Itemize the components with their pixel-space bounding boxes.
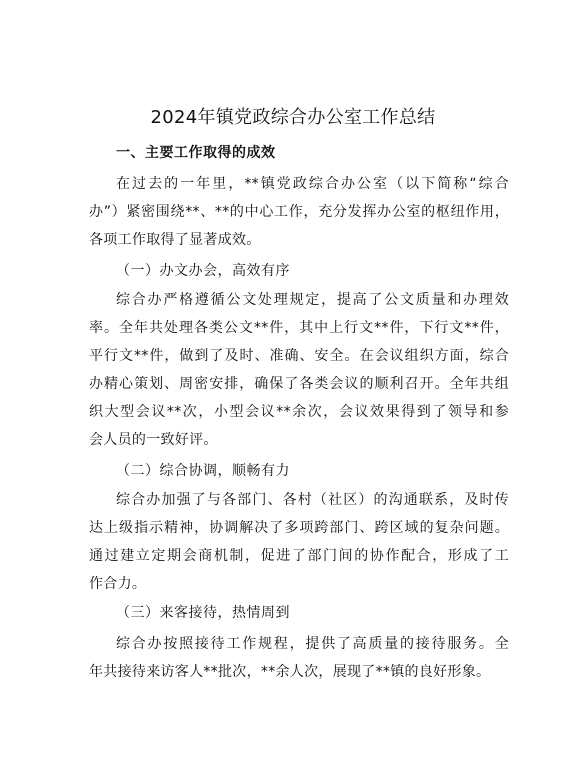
paragraph-line: 率。全年共处理各类公文**件，其中上行文**件，下行文**件， <box>89 320 509 336</box>
intro-paragraph <box>89 170 509 254</box>
document-title: 2024年镇党政综合办公室工作总结 <box>150 107 436 128</box>
subheading-coordination: （二）综合协调，顺畅有力 <box>116 463 290 479</box>
subheading-document-meetings: （一）办文办会，高效有序 <box>116 263 290 279</box>
paragraph-line: 年共接待来访客人**批次，**余人次，展现了**镇的良好形象。 <box>89 664 491 680</box>
paragraph-line: 织大型会议**次，小型会议**余次，会议效果得到了领导和参 <box>89 404 509 420</box>
paragraph-line: 通过建立定期会商机制，促进了部门间的协作配合，形成了工 <box>89 548 509 564</box>
paragraph-line: 综合办按照接待工作规程，提供了高质量的接待服务。全 <box>116 636 509 652</box>
paragraph-reception <box>89 630 509 686</box>
paragraph-line: 办精心策划、周密安排，确保了各类会议的顺利召开。全年共组 <box>89 376 509 392</box>
paragraph-line: 办”）紧密围绕**、**的中心工作，充分发挥办公室的枢纽作用， <box>89 204 509 220</box>
paragraph-line: 会人员的一致好评。 <box>89 432 218 448</box>
paragraph-line: 综合办严格遵循公文处理规定，提高了公文质量和办理效 <box>116 292 509 308</box>
paragraph-line: 各项工作取得了显著成效。 <box>89 232 261 248</box>
paragraph-line: 达上级指示精神，协调解决了多项跨部门、跨区域的复杂问题。 <box>89 520 509 536</box>
subheading-reception: （三）来客接待，热情周到 <box>116 605 290 621</box>
paragraph-line: 平行文**件，做到了及时、准确、安全。在会议组织方面，综合 <box>89 348 509 364</box>
paragraph-document-meetings <box>89 286 509 454</box>
section-heading-achievements: 一、主要工作取得的成效 <box>116 145 276 161</box>
paragraph-line: 综合办加强了与各部门、各村（社区）的沟通联系，及时传 <box>116 492 509 508</box>
paragraph-line: 作合力。 <box>89 576 147 592</box>
paragraph-coordination <box>89 486 509 598</box>
paragraph-line: 在过去的一年里，**镇党政综合办公室（以下简称“综合 <box>116 176 509 192</box>
